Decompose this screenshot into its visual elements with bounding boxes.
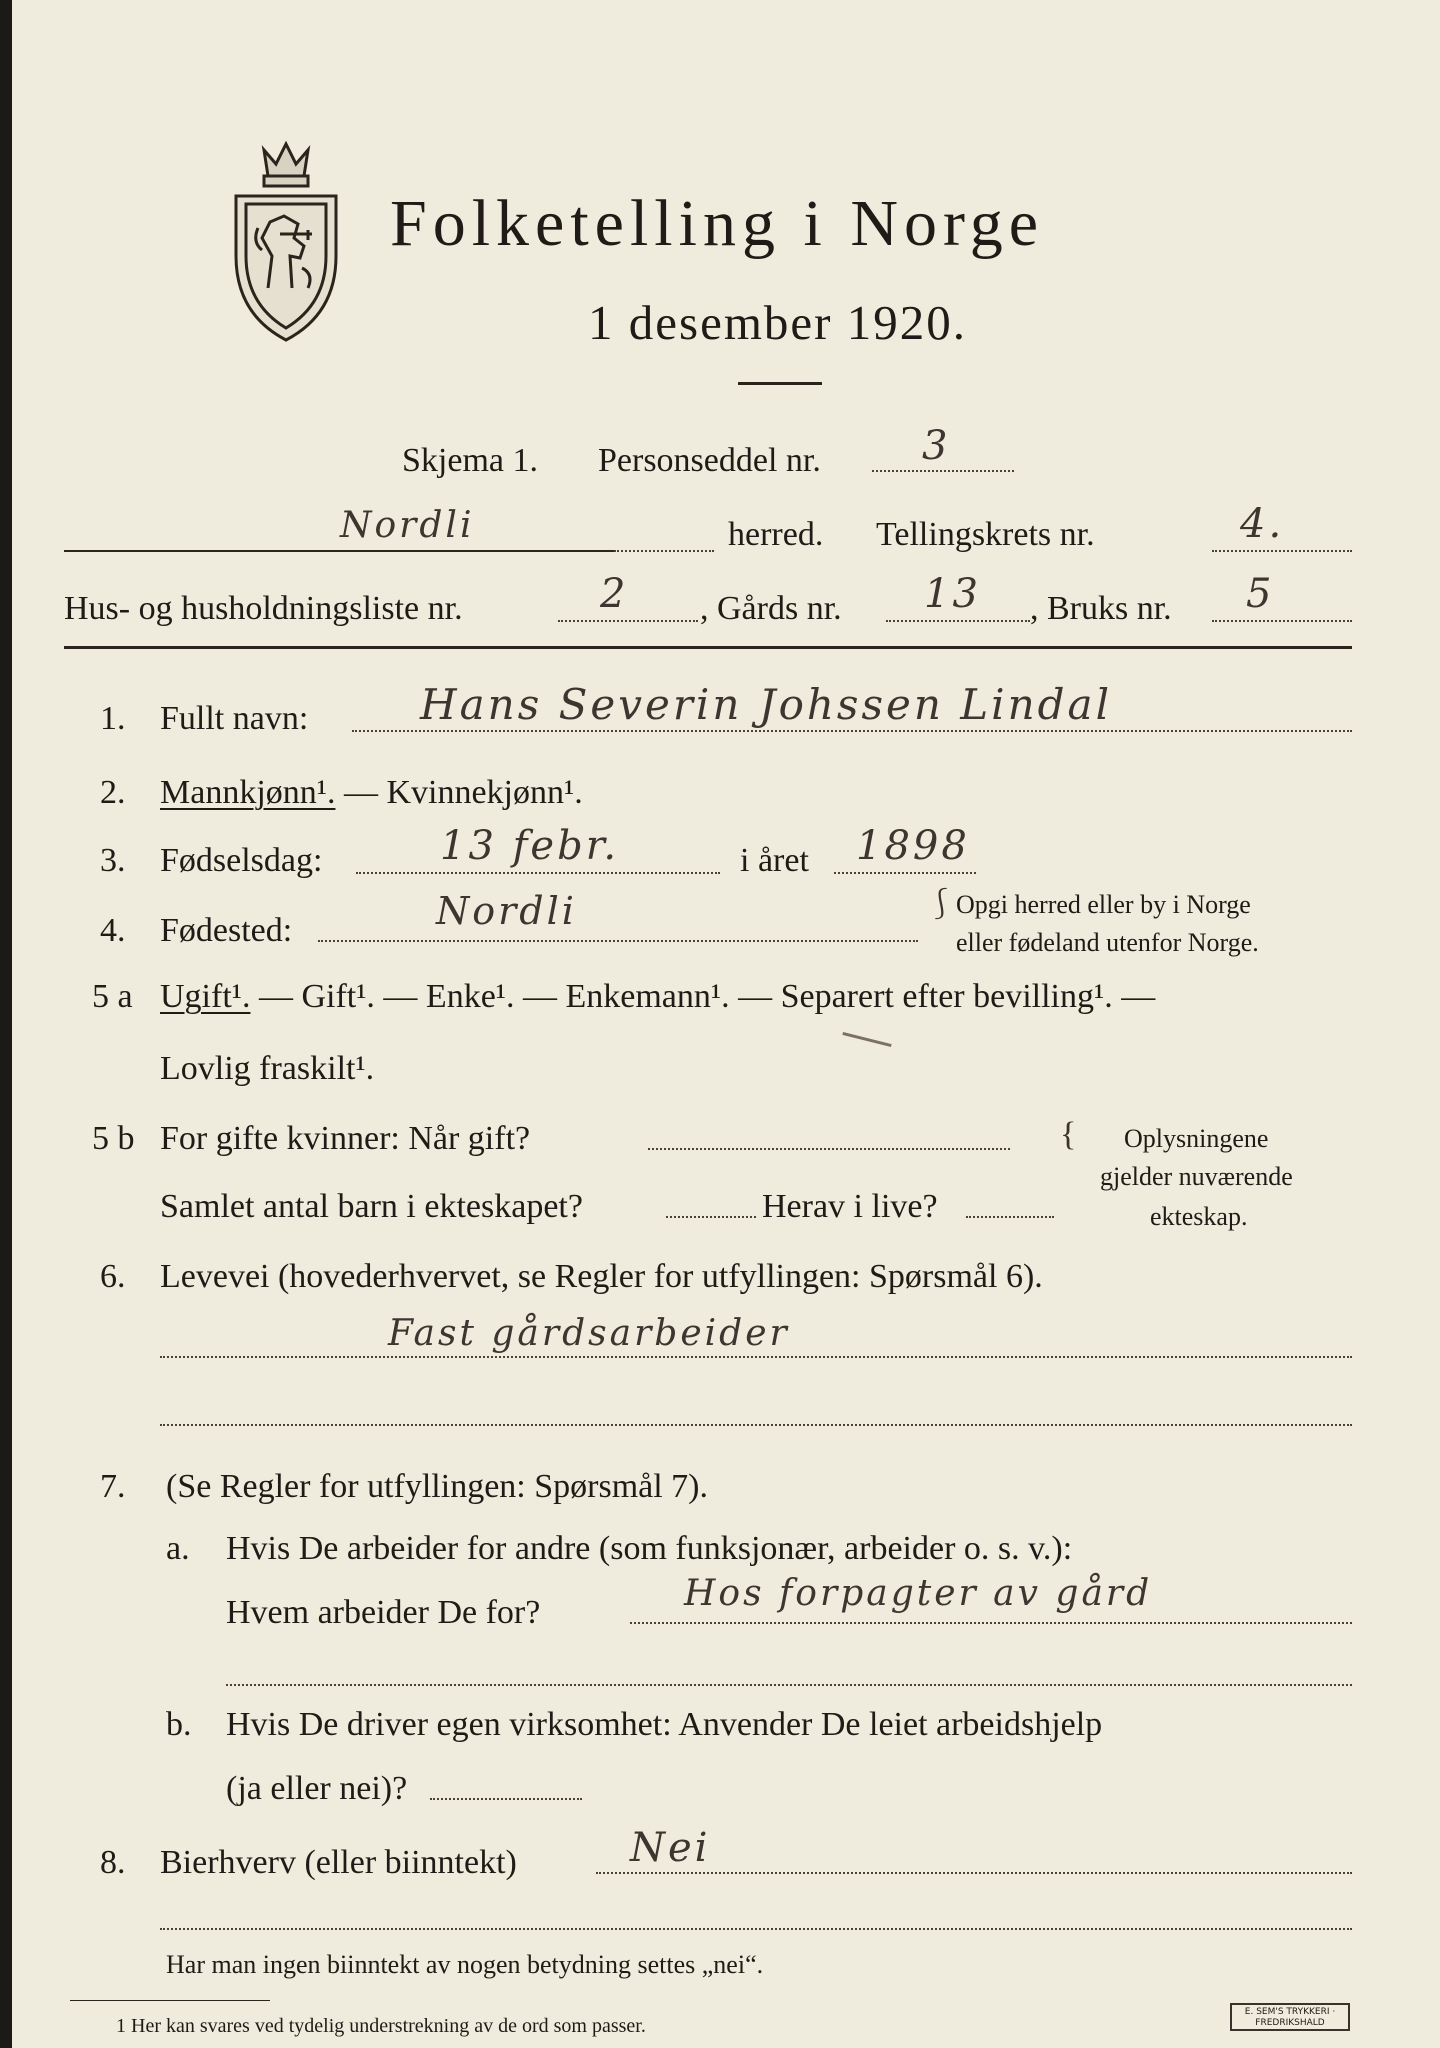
q5b-note-line2: gjelder nuværende — [1100, 1162, 1293, 1191]
q5b-label-alive: Herav i live? — [762, 1188, 938, 1225]
q5b-number: 5 b — [92, 1120, 135, 1157]
gards-value[interactable]: 13 — [924, 571, 981, 617]
personseddel-line — [872, 470, 1014, 472]
schema-label: Skjema 1. — [402, 442, 538, 479]
husliste-line — [558, 620, 698, 622]
q5b-label-children: Samlet antal barn i ekteskapet? — [160, 1188, 583, 1225]
form-title: Folketelling i Norge — [390, 187, 1045, 260]
q8-label: Bierhverv (eller biinntekt) — [160, 1844, 517, 1881]
q4-note-line1: Opgi herred eller by i Norge — [956, 890, 1251, 919]
q7-label: (Se Regler for utfyllingen: Spørsmål 7). — [166, 1468, 709, 1505]
footnote-rule — [70, 2000, 270, 2001]
q1-line — [352, 730, 1352, 732]
coat-of-arms-icon — [228, 138, 344, 344]
q4-note-line2: eller fødeland utenfor Norge. — [956, 928, 1259, 957]
q7b-line — [430, 1798, 582, 1800]
q3-number: 3. — [100, 842, 126, 879]
q7a-sub-label: Hvem arbeider De for? — [226, 1594, 541, 1631]
q5b-bracket: { — [1060, 1116, 1077, 1153]
q3-birthdate-value[interactable]: 13 febr. — [440, 823, 620, 869]
q1-number: 1. — [100, 700, 126, 737]
footnote: 1 Her kan svares ved tydelig understrekning av de ord som passer. — [116, 2015, 646, 2037]
q5b-note-line3: ekteskap. — [1150, 1202, 1248, 1231]
bruks-line — [1212, 620, 1352, 622]
q4-bracket: ⎰ — [926, 888, 956, 921]
q2-number: 2. — [100, 774, 126, 811]
q8-side-income-value[interactable]: Nei — [630, 1825, 711, 1871]
q7b-label: Hvis De driver egen virksomhet: Anvender De leiet arbeidshjelp — [226, 1706, 1103, 1743]
q2-separator: — — [335, 774, 387, 811]
personseddel-value[interactable]: 3 — [922, 423, 951, 469]
q6-number: 6. — [100, 1258, 126, 1295]
q5a-options — [160, 980, 1155, 1014]
herred-value[interactable]: Nordli — [340, 505, 475, 546]
q4-number: 4. — [100, 912, 126, 949]
q7a-letter: a. — [166, 1530, 190, 1567]
title-divider — [738, 382, 822, 385]
q6-line2 — [160, 1424, 1352, 1426]
q7b-letter: b. — [166, 1706, 192, 1743]
q7a-employer-value[interactable]: Hos forpagter av gård — [684, 1573, 1153, 1614]
q6-label: Levevei (hovederhvervet, se Regler for utfyllingen: Spørsmål 6). — [160, 1258, 1043, 1295]
stray-mark — [842, 1032, 891, 1047]
q8-number: 8. — [100, 1844, 126, 1881]
q4-label: Fødested: — [160, 912, 293, 949]
printer-stamp: E. SEM'S TRYKKERI · FREDRIKSHALD — [1230, 2003, 1350, 2031]
q3-date-line — [356, 872, 720, 874]
personseddel-label: Personseddel nr. — [598, 442, 821, 479]
header-rule — [64, 646, 1352, 649]
q4-line — [318, 940, 918, 942]
gards-line — [886, 620, 1030, 622]
q3-year-value[interactable]: 1898 — [856, 823, 970, 869]
q4-birthplace-value[interactable]: Nordli — [436, 889, 577, 933]
q2-gender-options — [160, 776, 583, 810]
q5b-label-married: For gifte kvinner: Når gift? — [160, 1120, 531, 1157]
q8-line1 — [596, 1872, 1352, 1874]
husliste-label: Hus- og husholdningsliste nr. — [64, 590, 463, 627]
form-date: 1 desember 1920. — [588, 295, 967, 350]
q2-female-option[interactable]: Kvinnekjønn¹. — [386, 774, 583, 811]
q5b-married-line — [648, 1148, 1010, 1150]
herred-line — [64, 550, 614, 552]
q5a-lovlig-fraskilt[interactable]: Lovlig fraskilt¹. — [160, 1050, 375, 1087]
q5b-note-line1: Oplysningene — [1124, 1124, 1269, 1153]
q3-label: Fødselsdag: — [160, 842, 323, 879]
herred-label: herred. — [728, 516, 824, 553]
gards-label: , Gårds nr. — [700, 590, 842, 627]
q2-male-option[interactable]: Mannkjønn¹. — [160, 774, 336, 811]
q3-year-line — [834, 872, 976, 874]
q5a-number: 5 a — [92, 978, 133, 1015]
q6-occupation-value[interactable]: Fast gårdsarbeider — [388, 1313, 790, 1354]
tellingskrets-value[interactable]: 4. — [1240, 501, 1285, 547]
q1-label: Fullt navn: — [160, 700, 309, 737]
footer-note: Har man ingen biinntekt av nogen betydning settes „nei“. — [166, 1950, 764, 1979]
q5b-alive-line — [966, 1216, 1054, 1218]
q7-number: 7. — [100, 1468, 126, 1505]
q5a-ugift-option[interactable]: Ugift¹. — [160, 978, 251, 1015]
q1-full-name-value[interactable]: Hans Severin Johssen Lindal — [420, 680, 1113, 729]
q7a-label: Hvis De arbeider for andre (som funksjonær, arbeider o. s. v.): — [226, 1530, 1073, 1567]
q5a-other-options[interactable]: — Gift¹. — Enke¹. — Enkemann¹. — Separert efter bevilling¹. — — [250, 978, 1156, 1015]
q5b-children-line — [666, 1216, 756, 1218]
q7a-line2 — [226, 1684, 1352, 1686]
bruks-label: , Bruks nr. — [1030, 590, 1172, 627]
tellingskrets-label: Tellingskrets nr. — [876, 516, 1095, 553]
bruks-value[interactable]: 5 — [1246, 571, 1275, 617]
q6-line1 — [160, 1356, 1352, 1358]
husliste-value[interactable]: 2 — [600, 571, 629, 617]
q3-year-label: i året — [740, 842, 809, 879]
tellingskrets-line — [1212, 550, 1352, 552]
q7a-line1 — [630, 1622, 1352, 1624]
herred-line-dots — [614, 550, 714, 552]
q7b-sub-label: (ja eller nei)? — [226, 1770, 408, 1807]
q8-line2 — [160, 1928, 1352, 1930]
